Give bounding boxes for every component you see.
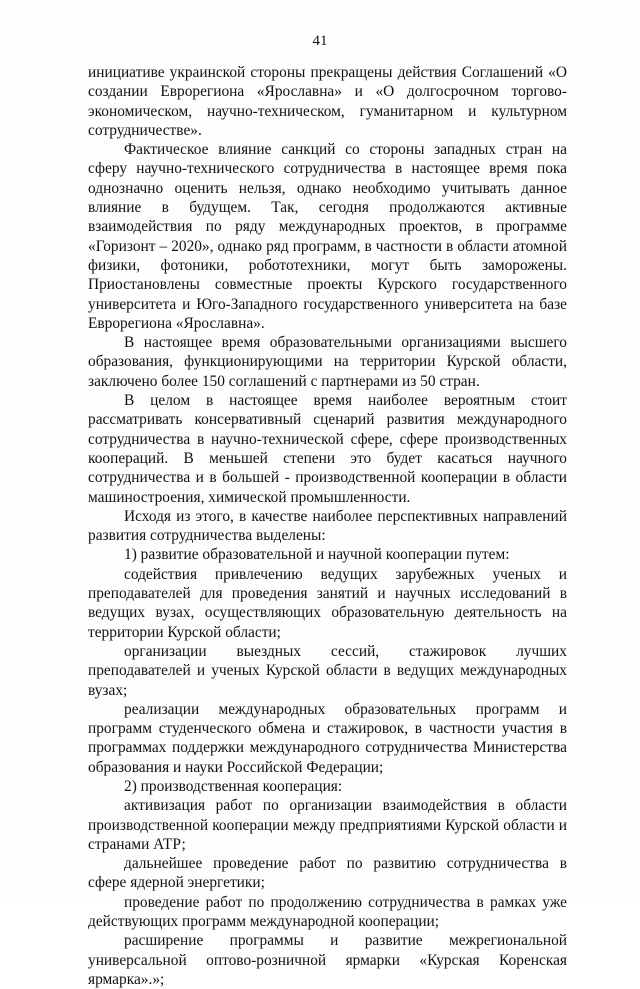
- list-item: содействия привлечению ведущих зарубежных ученых и преподавателей для проведения занятий и научных исследований в ведущих вузах, осуществляющих образовательную деятельность на территории Курской области;: [88, 565, 567, 641]
- list-item: проведение работ по продолжению сотрудничества в рамках уже действующих программ международной кооперации;: [88, 893, 567, 931]
- list-item: реализации международных образовательных программ и программ студенческого обмена и стажировок, в частности участия в программах поддержки международного сотрудничества Министерства образования и науки Российской Федерации;: [88, 700, 567, 776]
- list-item: активизация работ по организации взаимодействия в области производственной кооперации между предприятиями Курской области и странами АТР;: [88, 797, 567, 853]
- list-item: организации выездных сессий, стажировок лучших преподавателей и ученых Курской области в ведущих международных вузах;: [88, 642, 567, 699]
- list-heading: 1) развитие образовательной и научной кооперации путем:: [124, 546, 510, 564]
- paragraph: В целом в настоящее время наиболее вероятным стоит рассматривать консервативный сценарий развития международного сотрудничества в научно-технической сфере, сфере производственных коопераций. В меньшей степени это будет касаться научного сотрудничества и в большей - производственной кооперации в области машиностроения, химической промышленности.: [88, 392, 567, 506]
- list-heading: 2) производственная кооперация:: [124, 777, 343, 795]
- list-item: расширение программы и развитие межрегиональной универсальной оптово-розничной ярмарки «Курская Коренская ярмарка».»;: [88, 932, 567, 988]
- document-body: [88, 63, 567, 989]
- paragraph: инициативе украинской стороны прекращены действия Соглашений «О создании Еврорегиона «Ярославна» и «О долгосрочном торгово-экономическом, научно-техническом, гуманитарном и культурном сотрудничестве».: [88, 64, 567, 139]
- page-number: 41: [312, 33, 328, 49]
- paragraph: В настоящее время образовательными организациями высшего образования, функционирующими на территории Курской области, заключено более 150 соглашений с партнерами из 50 стран.: [88, 334, 567, 390]
- list-item: дальнейшее проведение работ по развитию сотрудничества в сфере ядерной энергетики;: [88, 855, 567, 892]
- paragraph: Исходя из этого, в качестве наиболее перспективных направлений развития сотрудничества выделены:: [88, 507, 567, 545]
- paragraph: Фактическое влияние санкций со стороны западных стран на сферу научно-технического сотрудничества в настоящее время пока однозначно оценить нельзя, однако необходимо учитывать данное влияние в будущем. Так, сегодня продолжаются активные взаимодействия по ряду международных проектов, в программе «Горизонт – 2020», однако ряд программ, в частности в области атомной физики, фотоники, робототехники, могут быть заморожены. Приостановлены совместные проекты Курского государственного университета и Юго-Западного государственного университета на базе Еврорегиона «Ярославна».: [88, 141, 567, 332]
